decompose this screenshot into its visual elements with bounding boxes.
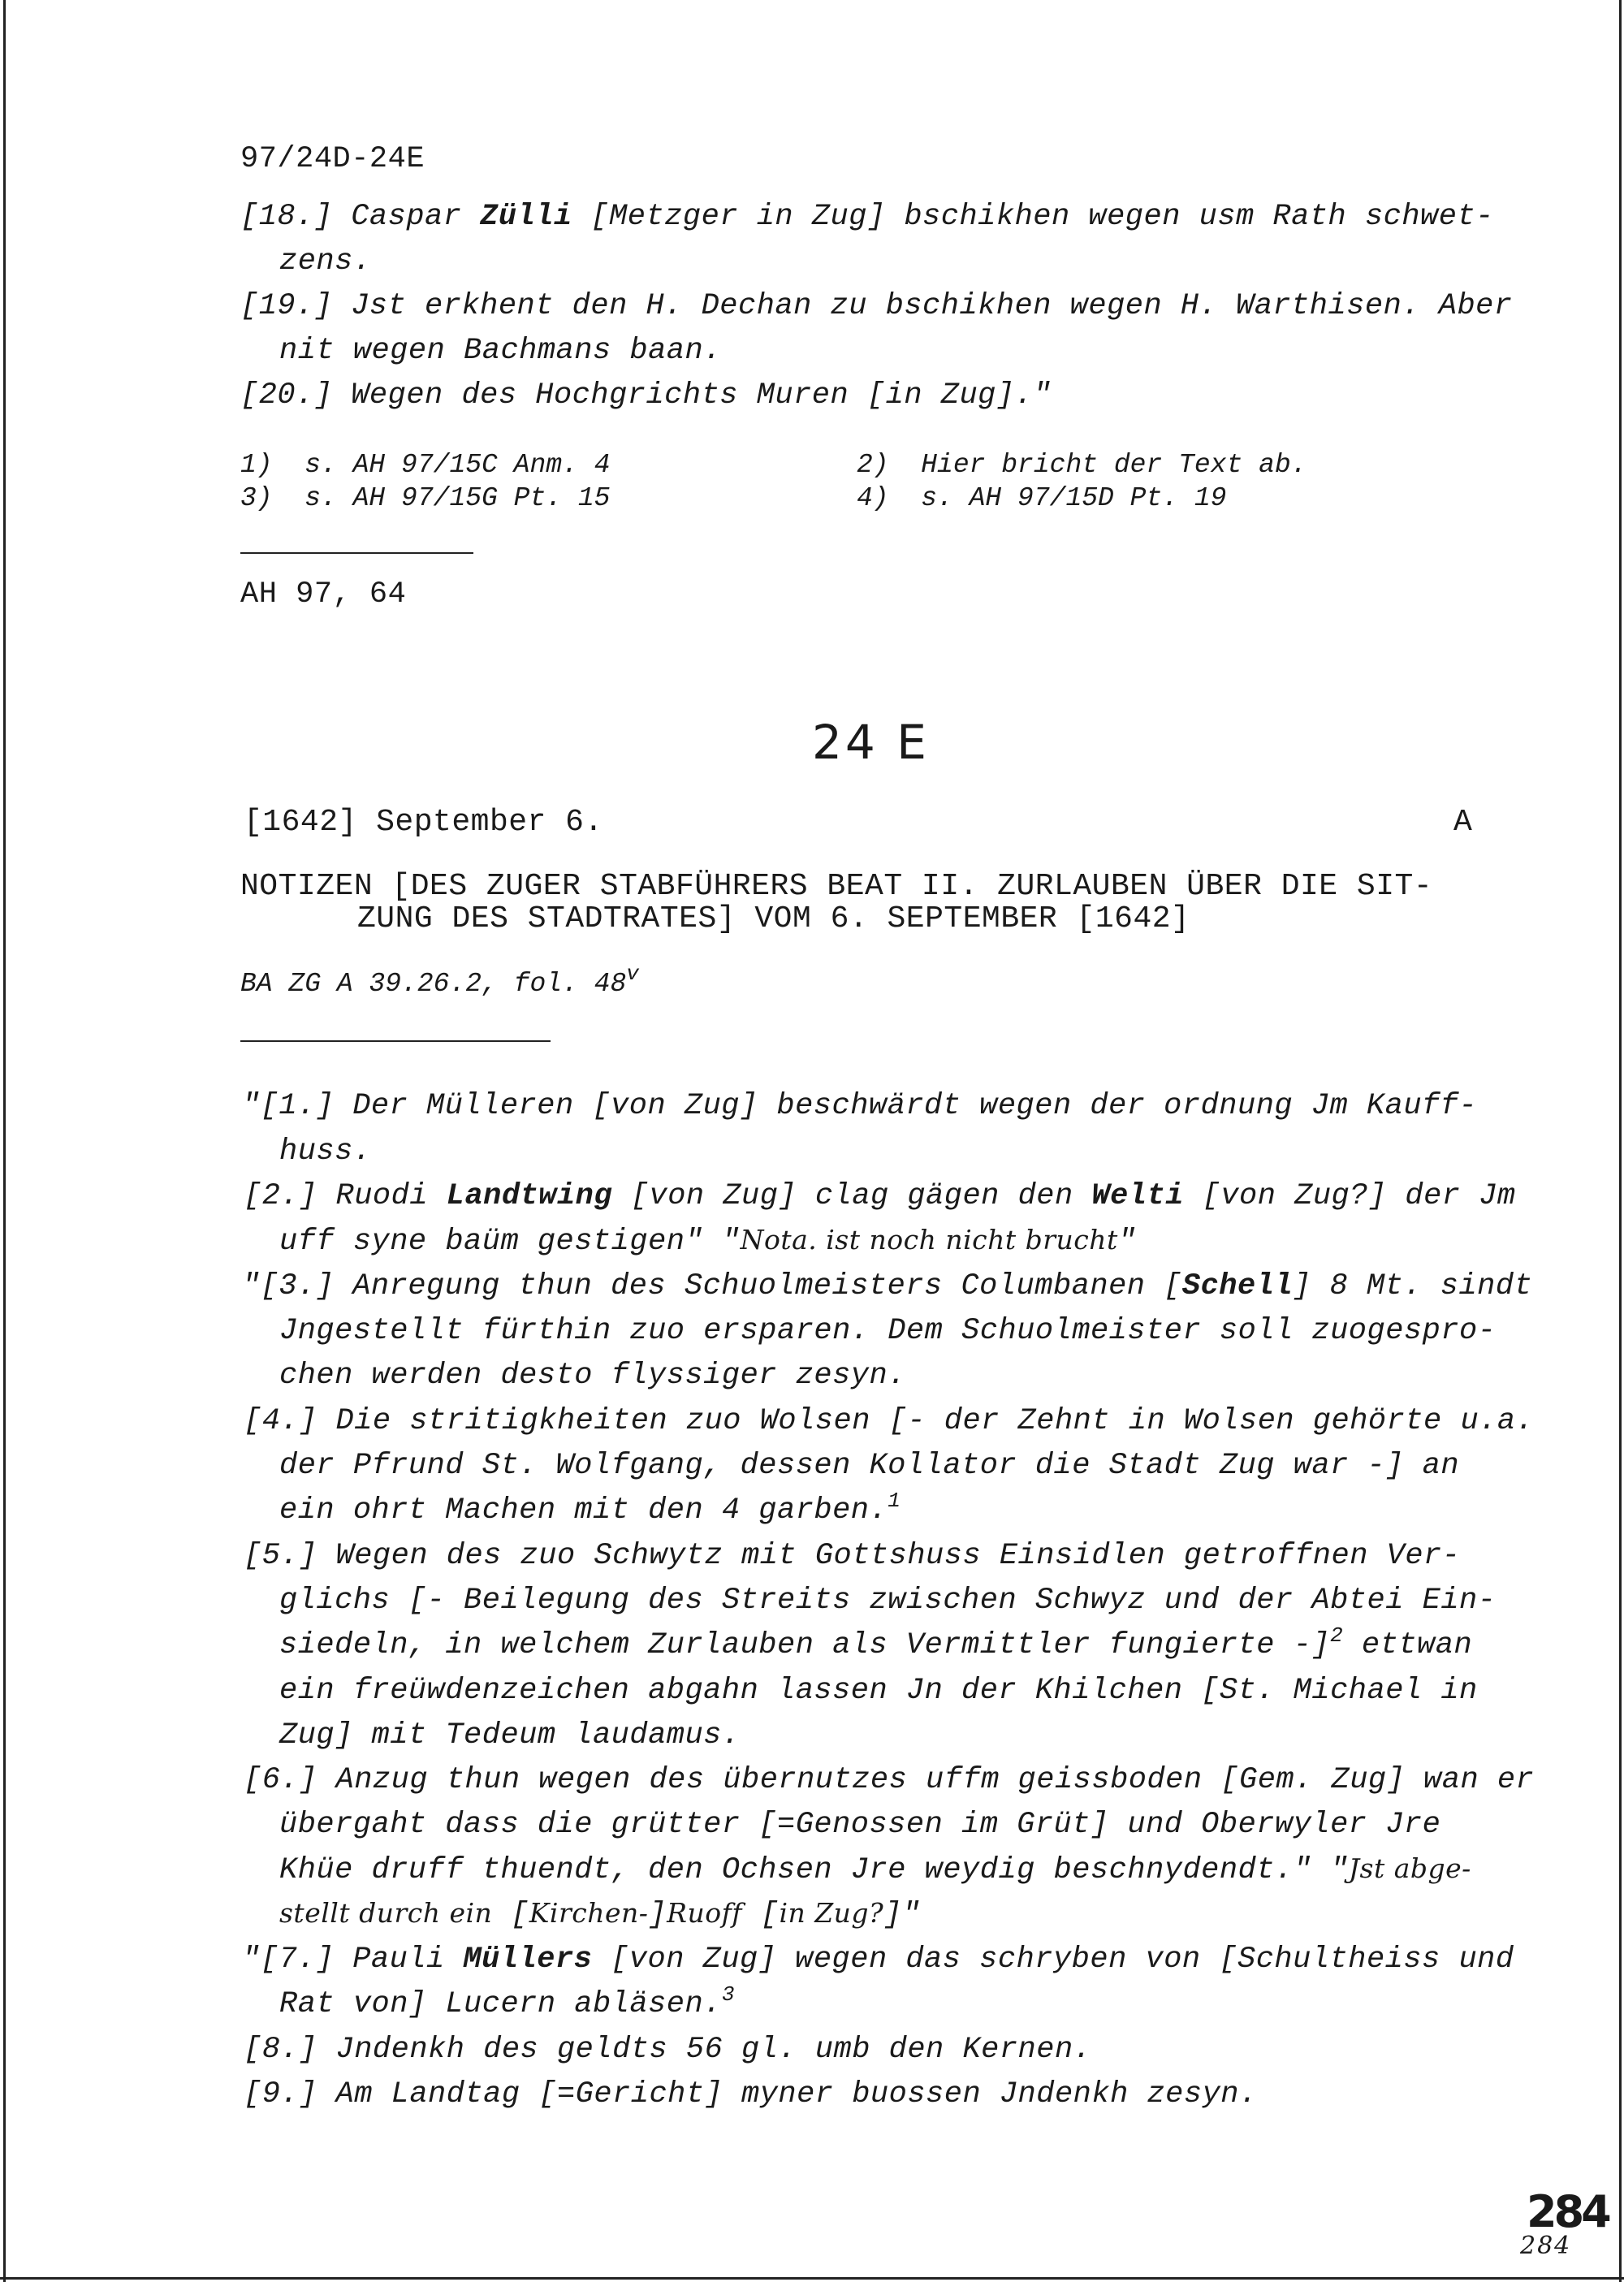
footnote-marker-2: 2	[1330, 1623, 1344, 1648]
entry-20-line-1: [20.] Wegen des Hochgrichts Muren [in Zug]."	[240, 378, 1052, 413]
entry-2-handwritten-note: Nota. ist noch nicht brucht	[740, 1224, 1118, 1256]
entry-18-name: Zülli	[480, 200, 572, 234]
entry-3-text: "[3.] Anregung thun des Schuolmeisters Columbanen [	[242, 1269, 1182, 1303]
entry-6-handwritten-note: Ruoff	[667, 1897, 743, 1929]
page-number: 284	[1527, 2186, 1609, 2237]
entry-19-line-2: nit wegen Bachmans baan.	[279, 334, 722, 368]
entry-6-text: [	[742, 1898, 780, 1932]
footnote-text: s. AH 97/15G Pt. 15	[304, 483, 611, 513]
footnote-text: Hier bricht der Text ab.	[921, 450, 1307, 480]
entry-5-line-2: glichs [- Beilegung des Streits zwischen Schwyz und der Abtei Ein-	[279, 1584, 1497, 1618]
entry-6-line-4	[279, 1897, 921, 1932]
footnote-number: 2)	[857, 450, 889, 480]
entry-2-name-welti: Welti	[1091, 1179, 1184, 1213]
entry-5-line-1: [5.] Wegen des zuo Schwytz mit Gottshuss Einsidlen getroffnen Ver-	[244, 1539, 1461, 1573]
entry-2-line-1	[244, 1179, 1516, 1213]
entry-7-text: Rat von] Lucern abläsen.	[279, 1987, 722, 2021]
document-title-line-2: ZUNG DES STADTRATES] VOM 6. SEPTEMBER [1642]	[357, 901, 1190, 936]
entry-3-line-3: chen werden desto flyssiger zesyn.	[279, 1359, 906, 1393]
document-date: [1642] September 6.	[244, 805, 603, 840]
entry-6-line-1: [6.] Anzug thun wegen des übernutzes uffm geissboden [Gem. Zug] wan er	[244, 1763, 1535, 1797]
footnote-number: 4)	[857, 483, 889, 513]
entry-5-text: siedeln, in welchem Zurlauben als Vermittler fungierte -]	[279, 1628, 1331, 1662]
footnote-number: 1)	[240, 450, 273, 480]
entry-18-line-1	[240, 200, 1494, 234]
entry-6-line-3	[279, 1852, 1471, 1887]
entry-5-text: ettwan	[1343, 1628, 1473, 1662]
entry-9-line-1: [9.] Am Landtag [=Gericht] myner buossen Jndenkh zesyn.	[244, 2077, 1258, 2111]
entry-6-handwritten-note: in Zug?	[779, 1897, 884, 1929]
entry-6-text: ]	[648, 1898, 667, 1932]
page-border-right	[1619, 0, 1622, 2282]
entry-2-text: uff syne baüm gestigen" "	[279, 1225, 741, 1259]
entry-3-line-2: Jngestellt fürthin zuo ersparen. Dem Schuolmeister soll zuogespro-	[279, 1314, 1497, 1348]
entry-7-name-muellers: Müllers	[463, 1943, 593, 1977]
footnote-text: s. AH 97/15C Anm. 4	[304, 450, 611, 480]
entry-3-name-schell: Schell	[1181, 1269, 1294, 1303]
entry-5-line-4: ein freüwdenzeichen abgahn lassen Jn der Khilchen [St. Michael in	[279, 1674, 1478, 1708]
footnote-marker-3: 3	[721, 1982, 735, 2007]
entry-2-name-landtwing: Landtwing	[446, 1179, 613, 1213]
entry-1-line-2: huss.	[279, 1135, 372, 1169]
entry-5-line-5: Zug] mit Tedeum laudamus.	[279, 1718, 741, 1753]
entry-6-handwritten-note: Jst abge-	[1348, 1852, 1471, 1884]
entry-6-text: [	[492, 1898, 529, 1932]
entry-7-line-2	[279, 1982, 735, 2021]
footnote-2	[857, 450, 1307, 480]
entry-2-text: "	[1117, 1225, 1137, 1259]
document-letter: A	[1453, 805, 1473, 840]
page-number-handwritten: 284	[1520, 2232, 1572, 2260]
footnote-1	[240, 450, 610, 480]
entry-4-text: ein ohrt Machen mit den 4 garben.	[279, 1493, 888, 1528]
entry-18-text-rest: [Metzger in Zug] bschikhen wegen usm Rath schwet-	[572, 200, 1494, 234]
entry-6-handwritten-note: Kirchen-	[529, 1897, 649, 1929]
entry-19-line-1: [19.] Jst erkhent den H. Dechan zu bschikhen wegen H. Warthisen. Aber	[240, 289, 1513, 323]
entry-4-line-3	[279, 1489, 901, 1528]
entry-3-line-1	[242, 1269, 1532, 1303]
header-divider	[240, 1040, 551, 1042]
footnote-divider	[240, 552, 473, 554]
entry-4-line-1: [4.] Die stritigkheiten zuo Wolsen [- der Zehnt in Wolsen gehörte u.a.	[244, 1404, 1535, 1438]
entry-18-line-2: zens.	[279, 244, 372, 279]
entry-18-text: [18.] Caspar	[240, 200, 481, 234]
page-border-bottom	[0, 2277, 1624, 2280]
entry-6-text: Khüe druff thuendt, den Ochsen Jre weydig beschnydendt." "	[279, 1853, 1349, 1887]
archive-reference-folio-side: v	[626, 962, 639, 986]
entry-7-text: [von Zug] wegen das schryben von [Schultheiss und	[592, 1943, 1514, 1977]
entry-5-line-3	[279, 1623, 1473, 1662]
footnote-marker-1: 1	[888, 1489, 901, 1513]
archive-reference-text: BA ZG A 39.26.2, fol. 48	[240, 969, 627, 999]
entry-7-text: "[7.] Pauli	[242, 1943, 464, 1977]
archive-reference	[240, 962, 639, 999]
footnote-3	[240, 483, 610, 513]
entry-2-text: [2.] Ruodi	[244, 1179, 447, 1213]
entry-1-line-1: "[1.] Der Mülleren [von Zug] beschwärdt wegen der ordnung Jm Kauff-	[242, 1089, 1478, 1123]
footnote-number: 3)	[240, 483, 273, 513]
entry-2-line-2	[279, 1224, 1137, 1259]
entry-6-text: ]"	[883, 1898, 921, 1932]
document-title-line-1: NOTIZEN [DES ZUGER STABFÜHRERS BEAT II. ZURLAUBEN ÜBER DIE SIT-	[240, 869, 1433, 904]
header-reference: 97/24D-24E	[240, 142, 425, 176]
source-reference: AH 97, 64	[240, 577, 407, 612]
document-number: 24 E	[812, 715, 930, 770]
entry-6-handwritten-note: stellt durch ein	[279, 1897, 493, 1929]
footnote-text: s. AH 97/15D Pt. 19	[921, 483, 1227, 513]
entry-2-text: [von Zug] clag gägen den	[612, 1179, 1092, 1213]
footnote-4	[857, 483, 1226, 513]
entry-6-line-2: übergaht dass die grütter [=Genossen im Grüt] und Oberwyler Jre	[279, 1808, 1441, 1842]
entry-7-line-1	[242, 1943, 1514, 1977]
entry-8-line-1: [8.] Jndenkh des geldts 56 gl. umb den Kernen.	[244, 2033, 1092, 2067]
entry-3-text: ] 8 Mt. sindt	[1293, 1269, 1533, 1303]
entry-2-text: [von Zug?] der Jm	[1183, 1179, 1516, 1213]
page-border-left	[3, 0, 6, 2282]
entry-4-line-2: der Pfrund St. Wolfgang, dessen Kollator die Stadt Zug war -] an	[279, 1449, 1460, 1483]
